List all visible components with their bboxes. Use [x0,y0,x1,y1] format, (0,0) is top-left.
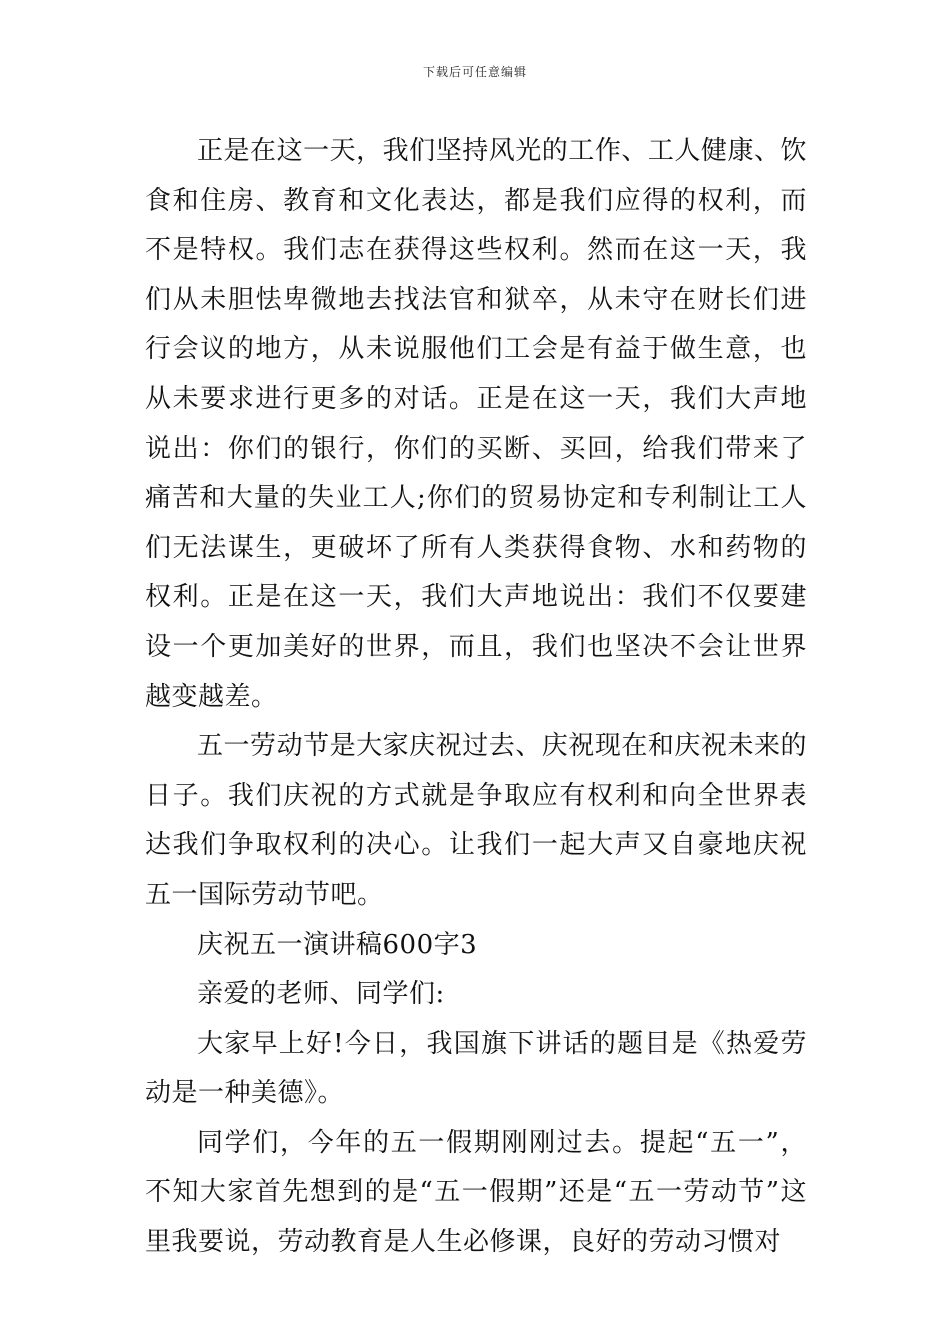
section-heading: 庆祝五一演讲稿600字3 [197,929,478,960]
paragraph-rights: 正是在这一天，我们坚持风光的工作、工人健康、饮食和住房、教育和文化表达，都是我们应得的权利，而不是特权。我们志在获得这些权利。然而在这一天，我们从未胆怯卑微地去找法官和狱卒，从未守在财长们进行会议的地方，从未说服他们工会是有益于做生意，也从未要求进行更多的对话。正是在这一天，我们大声地说出：你们的银行，你们的买断、买回，给我们带来了痛苦和大量的失业工人;你们的贸易协定和专利制让工人们无法谋生，更破坏了所有人类获得食物、水和药物的权利。正是在这一天，我们大声地说出：我们不仅要建设一个更加美好的世界，而且，我们也坚决不会让世界越变越差。 [145,136,807,712]
paragraph-holiday: 同学们，今年的五一假期刚刚过去。提起“五一”，不知大家首先想到的是“五一假期”还是“五一劳动节”这里我要说，劳动教育是人生必修课，良好的劳动习惯对 [145,1127,807,1258]
page-header-note: 下载后可任意编辑 [422,65,527,79]
document-body [145,127,807,1268]
paragraph-greeting: 大家早上好!今日，我国旗下讲话的题目是《热爱劳动是一种美德》。 [145,1028,807,1109]
paragraph-may-day-celebration: 五一劳动节是大家庆祝过去、庆祝现在和庆祝未来的日子。我们庆祝的方式就是争取应有权利和向全世界表达我们争取权利的决心。让我们一起大声又自豪地庆祝五一国际劳动节吧。 [145,731,807,910]
salutation: 亲爱的老师、同学们: [197,979,445,1010]
